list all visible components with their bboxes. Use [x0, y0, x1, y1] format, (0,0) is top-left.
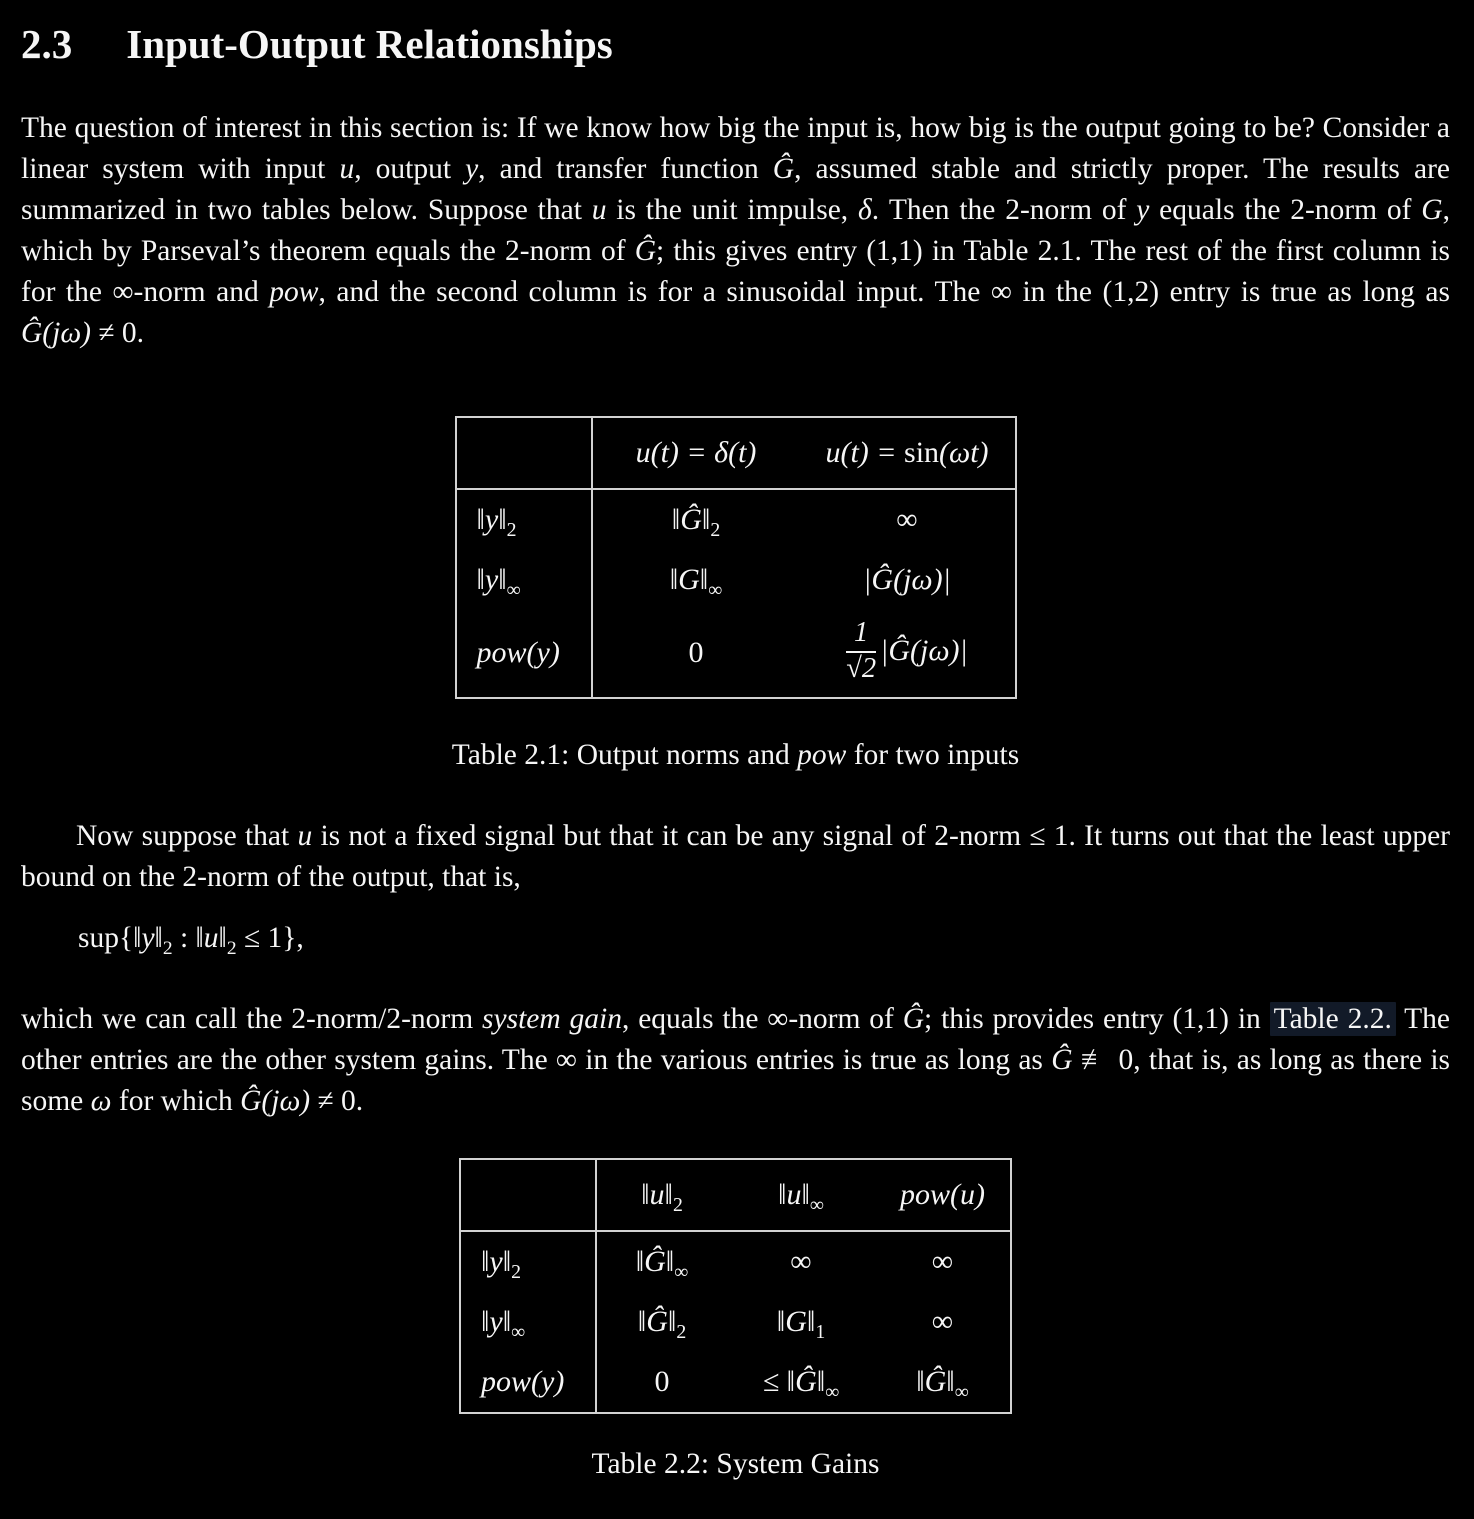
section-heading	[21, 20, 1450, 68]
table-cell: 0	[688, 636, 704, 670]
table-row	[456, 550, 1016, 610]
table-2-2-link[interactable]: Table 2.2.	[1270, 1002, 1396, 1036]
table-row	[460, 1292, 1011, 1352]
table-row	[460, 1231, 1011, 1292]
table-corner-cell	[456, 417, 592, 489]
row-label: pow(y)	[456, 610, 592, 698]
table-cell: ∞	[931, 1244, 954, 1278]
table-row	[460, 1352, 1011, 1413]
display-formula: $sup\{‖y‖_2$ : $‖u‖_2 \le 1$},	[78, 921, 304, 959]
row-label: $‖y‖_\infty$	[460, 1292, 596, 1352]
table-system-gains	[459, 1158, 1012, 1414]
table-cell: ≤ $‖Ĝ‖_\infty$	[762, 1364, 840, 1403]
paragraph-now-suppose: Now suppose that u is not a fixed signal but that it can be any signal of 2-norm ≤ 1. It turns out that the least upper bound on the 2-norm of the output, that is,	[21, 819, 1450, 893]
table-cell: |Ĝ(jω)|	[863, 563, 951, 596]
row-label: pow(y)	[460, 1352, 596, 1413]
table-corner-cell	[460, 1159, 596, 1231]
table-cell: $‖Ĝ‖_\infty$	[635, 1244, 689, 1283]
section-title: Input-Output Relationships	[126, 21, 613, 67]
table-2-1-caption: Table 2.1: Output norms and pow for two inputs	[451, 738, 1020, 771]
table-cell: $‖Ĝ‖_2$	[671, 503, 721, 541]
column-header: pow(u)	[875, 1159, 1011, 1231]
table-cell: ∞	[790, 1244, 812, 1278]
table-cell: ∞	[896, 503, 918, 536]
column-header: $‖u‖_\infty$	[727, 1159, 875, 1231]
table-row	[456, 489, 1016, 550]
column-header: u(t) = δ(t)	[592, 417, 800, 489]
table-cell: $‖G‖_1$	[776, 1304, 826, 1343]
fraction: $\frac{1}{√2}$	[846, 617, 877, 684]
table-cell: 0	[654, 1364, 670, 1398]
table-output-norms	[455, 416, 1017, 699]
table-cell: $‖Ĝ‖_\infty$	[916, 1364, 969, 1403]
table-header-row	[460, 1159, 1011, 1231]
column-header: $‖u‖_2$	[596, 1159, 727, 1231]
section-number: 2.3	[21, 21, 73, 67]
paragraph-intro: The question of interest in this section is: If we know how big the input is, how big is the output going to be? Consider a linear system with input u, output y, and transfer function Ĝ, assumed stable and strictly proper. The results are summarized in two tables below. Suppose that u is the unit impulse, δ. Then the 2-norm of y equals the 2-norm of G, which by Parseval’s theorem equals the 2-norm of Ĝ; this gives entry (1,1) in Table 2.1. The rest of the first column is for the ∞-norm and pow, and the second column is for a sinusoidal input. The ∞ in the (1,2) entry is true as long as Ĝ(jω) ≠ 0.	[21, 112, 1451, 349]
table-cell: ∞	[931, 1304, 954, 1338]
row-label: $‖y‖_\infty$	[456, 550, 592, 610]
table-2-2-caption: Table 2.2: System Gains	[591, 1447, 880, 1480]
column-header: u(t) = sin(ωt)	[800, 417, 1016, 489]
paragraph-system-gain: which we can call the 2-norm/2-norm system gain, equals the ∞-norm of Ĝ; this provides entry (1,1) in Table 2.2. The other entries are the other system gains. The ∞ in the various entries is true as long as Ĝ ≢ 0, that is, as long as there is some ω for which Ĝ(jω) ≠ 0.	[21, 1002, 1451, 1117]
table-cell: $‖Ĝ‖_2$	[637, 1304, 687, 1343]
table-header-row	[456, 417, 1016, 489]
row-label: $‖y‖_2$	[460, 1231, 596, 1292]
table-cell: $\frac{1}{√2}$ |Ĝ(jω)|	[846, 617, 968, 684]
table-row	[456, 610, 1016, 698]
table-cell: $‖G‖_\infty$	[669, 563, 723, 601]
row-label: $‖y‖_2$	[456, 489, 592, 550]
